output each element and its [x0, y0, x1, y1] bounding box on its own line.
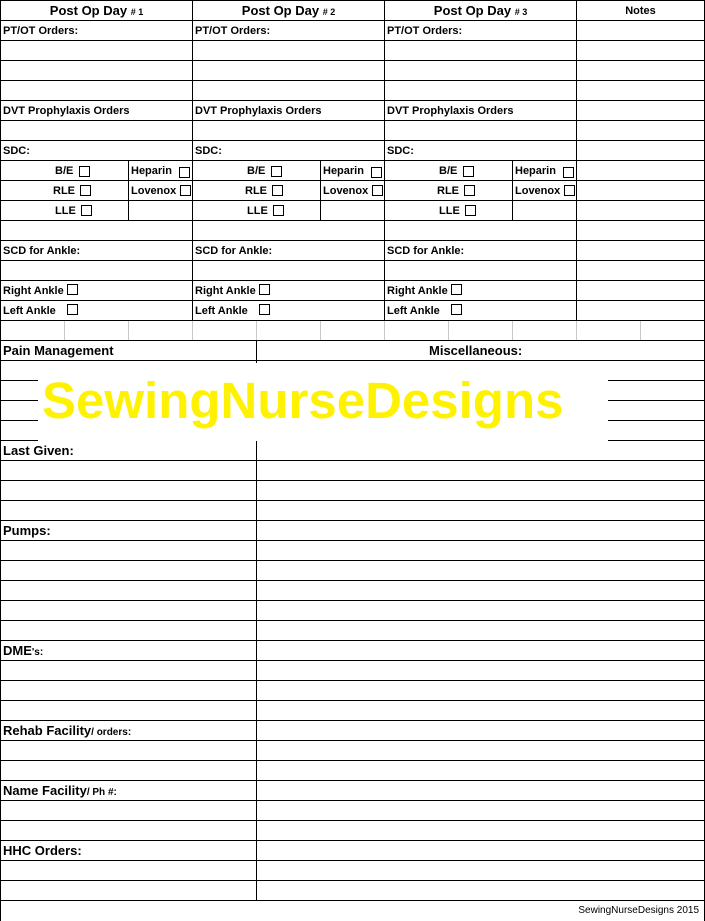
rle-checkbox[interactable] — [464, 185, 475, 196]
rehab-facility-main: Rehab Facility — [3, 723, 92, 738]
lle-label: LLE — [247, 205, 268, 217]
day-2-number: # 2 — [322, 7, 336, 17]
be-label: B/E — [439, 165, 458, 177]
day-2-header — [193, 3, 384, 19]
lovenox-checkbox[interactable] — [180, 185, 191, 196]
left-ankle-label: Left Ankle — [195, 305, 248, 317]
lovenox-label: Lovenox — [131, 185, 177, 197]
lovenox-checkbox[interactable] — [564, 185, 575, 196]
heparin-checkbox[interactable] — [563, 167, 574, 178]
lle-label: LLE — [439, 205, 460, 217]
right-ankle-label: Right Ankle — [387, 285, 448, 297]
right-ankle-checkbox[interactable] — [259, 284, 270, 295]
sdc-label: SDC: — [387, 145, 414, 157]
right-ankle-label: Right Ankle — [195, 285, 256, 297]
scd-ankle-label: SCD for Ankle: — [3, 245, 81, 257]
name-facility-main: Name Facility — [3, 783, 87, 798]
day-2-label: Post Op Day — [241, 3, 320, 18]
be-checkbox[interactable] — [463, 166, 474, 177]
left-ankle-checkbox[interactable] — [451, 304, 462, 315]
name-facility-label — [3, 783, 117, 801]
watermark-text: SewingNurseDesigns — [42, 372, 564, 429]
heparin-label: Heparin — [515, 165, 556, 177]
pumps-label: Pumps: — [3, 523, 51, 538]
day-3-number: # 3 — [514, 7, 528, 17]
day-3-header — [385, 3, 576, 19]
dvt-orders-label: DVT Prophylaxis Orders — [3, 105, 130, 117]
rehab-facility-suffix: / orders: — [91, 727, 132, 738]
left-ankle-label: Left Ankle — [3, 305, 56, 317]
rle-checkbox[interactable] — [80, 185, 91, 196]
day-3-label: Post Op Day — [433, 3, 512, 18]
hhc-orders-label: HHC Orders: — [3, 843, 82, 858]
ptot-orders-label: PT/OT Orders: — [387, 25, 463, 37]
scd-ankle-label: SCD for Ankle: — [387, 245, 465, 257]
scd-ankle-label: SCD for Ankle: — [195, 245, 273, 257]
day-1-number: # 1 — [130, 7, 144, 17]
heparin-label: Heparin — [131, 165, 172, 177]
name-facility-suffix: / Ph #: — [86, 787, 117, 798]
rle-label: RLE — [53, 185, 75, 197]
dme-label-suffix: 's: — [31, 647, 44, 658]
be-label: B/E — [247, 165, 266, 177]
rehab-facility-label — [3, 723, 131, 741]
dvt-orders-label: DVT Prophylaxis Orders — [387, 105, 514, 117]
sdc-label: SDC: — [3, 145, 30, 157]
rle-label: RLE — [245, 185, 267, 197]
heparin-checkbox[interactable] — [179, 167, 190, 178]
watermark — [38, 363, 608, 441]
dme-label — [3, 643, 43, 661]
day-1-label: Post Op Day — [49, 3, 128, 18]
day-1-header — [1, 3, 192, 19]
right-ankle-checkbox[interactable] — [451, 284, 462, 295]
lle-label: LLE — [55, 205, 76, 217]
last-given-label: Last Given: — [3, 443, 74, 458]
left-ankle-checkbox[interactable] — [67, 304, 78, 315]
be-checkbox[interactable] — [79, 166, 90, 177]
lle-checkbox[interactable] — [273, 205, 284, 216]
dvt-orders-label: DVT Prophylaxis Orders — [195, 105, 322, 117]
lle-checkbox[interactable] — [465, 205, 476, 216]
lle-checkbox[interactable] — [81, 205, 92, 216]
notes-header: Notes — [625, 5, 656, 17]
be-label: B/E — [55, 165, 74, 177]
footer-text: SewingNurseDesigns 2015 — [578, 905, 699, 916]
rle-label: RLE — [437, 185, 459, 197]
lovenox-label: Lovenox — [515, 185, 561, 197]
pain-management-label: Pain Management — [3, 343, 114, 358]
right-ankle-label: Right Ankle — [3, 285, 64, 297]
lovenox-checkbox[interactable] — [372, 185, 383, 196]
be-checkbox[interactable] — [271, 166, 282, 177]
miscellaneous-label: Miscellaneous: — [429, 343, 523, 358]
right-ankle-checkbox[interactable] — [67, 284, 78, 295]
rle-checkbox[interactable] — [272, 185, 283, 196]
ptot-orders-label: PT/OT Orders: — [195, 25, 271, 37]
left-ankle-checkbox[interactable] — [259, 304, 270, 315]
lovenox-label: Lovenox — [323, 185, 369, 197]
ptot-orders-label: PT/OT Orders: — [3, 25, 79, 37]
left-ankle-label: Left Ankle — [387, 305, 440, 317]
sdc-label: SDC: — [195, 145, 222, 157]
dme-label-main: DME — [3, 643, 32, 658]
heparin-label: Heparin — [323, 165, 364, 177]
heparin-checkbox[interactable] — [371, 167, 382, 178]
